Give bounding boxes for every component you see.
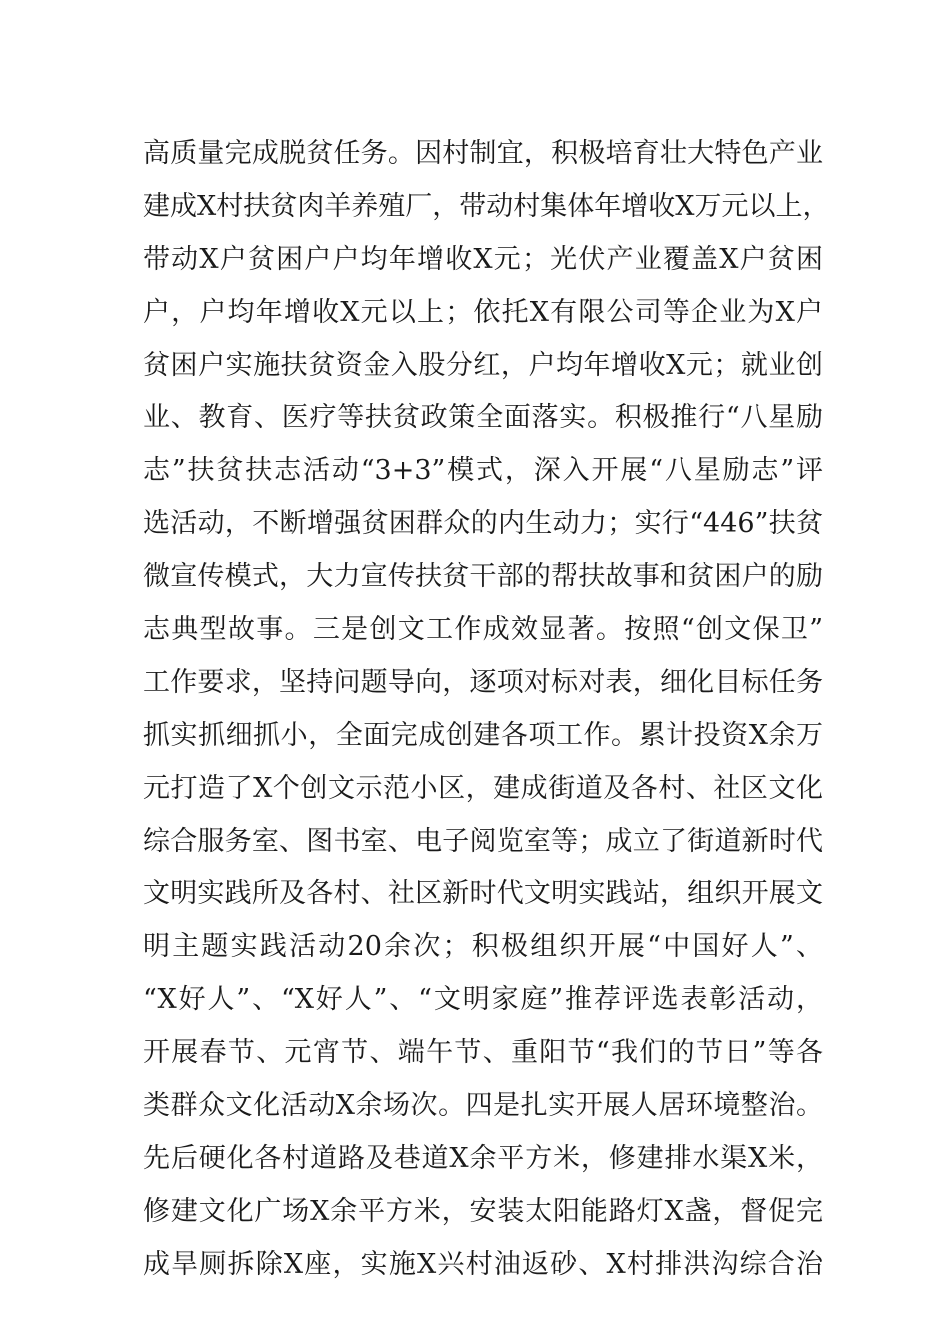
text-line: 户，户均年增收X元以上；依托X有限公司等企业为X户 [143, 296, 823, 328]
text-line: 开展春节、元宵节、端午节、重阳节“我们的节日”等各 [143, 1037, 823, 1069]
text-line: 志”扶贫扶志活动“3+3”模式，深入开展“八星励志”评 [143, 455, 823, 487]
body-paragraph [143, 132, 830, 1296]
text-line: 成旱厕拆除X座，实施X兴村油返砂、X村排洪沟综合治 [143, 1248, 823, 1280]
text-line: 抓实抓细抓小，全面完成创建各项工作。累计投资X余万 [143, 719, 823, 751]
text-line: 业、教育、医疗等扶贫政策全面落实。积极推行“八星励 [143, 402, 823, 434]
text-line: 贫困户实施扶贫资金入股分红，户均年增收X元；就业创 [143, 349, 823, 381]
text-line: 微宣传模式，大力宣传扶贫干部的帮扶故事和贫困户的励 [143, 561, 823, 593]
text-line: 综合服务室、图书室、电子阅览室等；成立了街道新时代 [143, 825, 823, 857]
text-line: 志典型故事。三是创文工作成效显著。按照“创文保卫” [143, 614, 823, 646]
text-line: 高质量完成脱贫任务。因村制宜，积极培育壮大特色产业 [143, 138, 823, 169]
text-line: 明主题实践活动20余次；积极组织开展“中国好人”、 [143, 931, 823, 963]
text-line: 带动X户贫困户户均年增收X元；光伏产业覆盖X户贫困 [143, 243, 823, 275]
text-line: 文明实践所及各村、社区新时代文明实践站，组织开展文 [143, 878, 823, 910]
text-line: “X好人”、“X好人”、“文明家庭”推荐评选表彰活动， [143, 984, 823, 1016]
text-line: 选活动，不断增强贫困群众的内生动力；实行“446”扶贫 [143, 508, 823, 540]
text-line: 先后硬化各村道路及巷道X余平方米，修建排水渠X米， [143, 1142, 823, 1174]
text-line: 元打造了X个创文示范小区，建成街道及各村、社区文化 [143, 772, 823, 804]
text-line: 类群众文化活动X余场次。四是扎实开展人居环境整治。 [143, 1090, 823, 1122]
text-line: 工作要求，坚持问题导向，逐项对标对表，细化目标任务 [143, 666, 823, 698]
text-line: 建成X村扶贫肉羊养殖厂，带动村集体年增收X万元以上， [143, 190, 830, 222]
text-line: 修建文化广场X余平方米，安装太阳能路灯X盏，督促完 [143, 1195, 823, 1227]
